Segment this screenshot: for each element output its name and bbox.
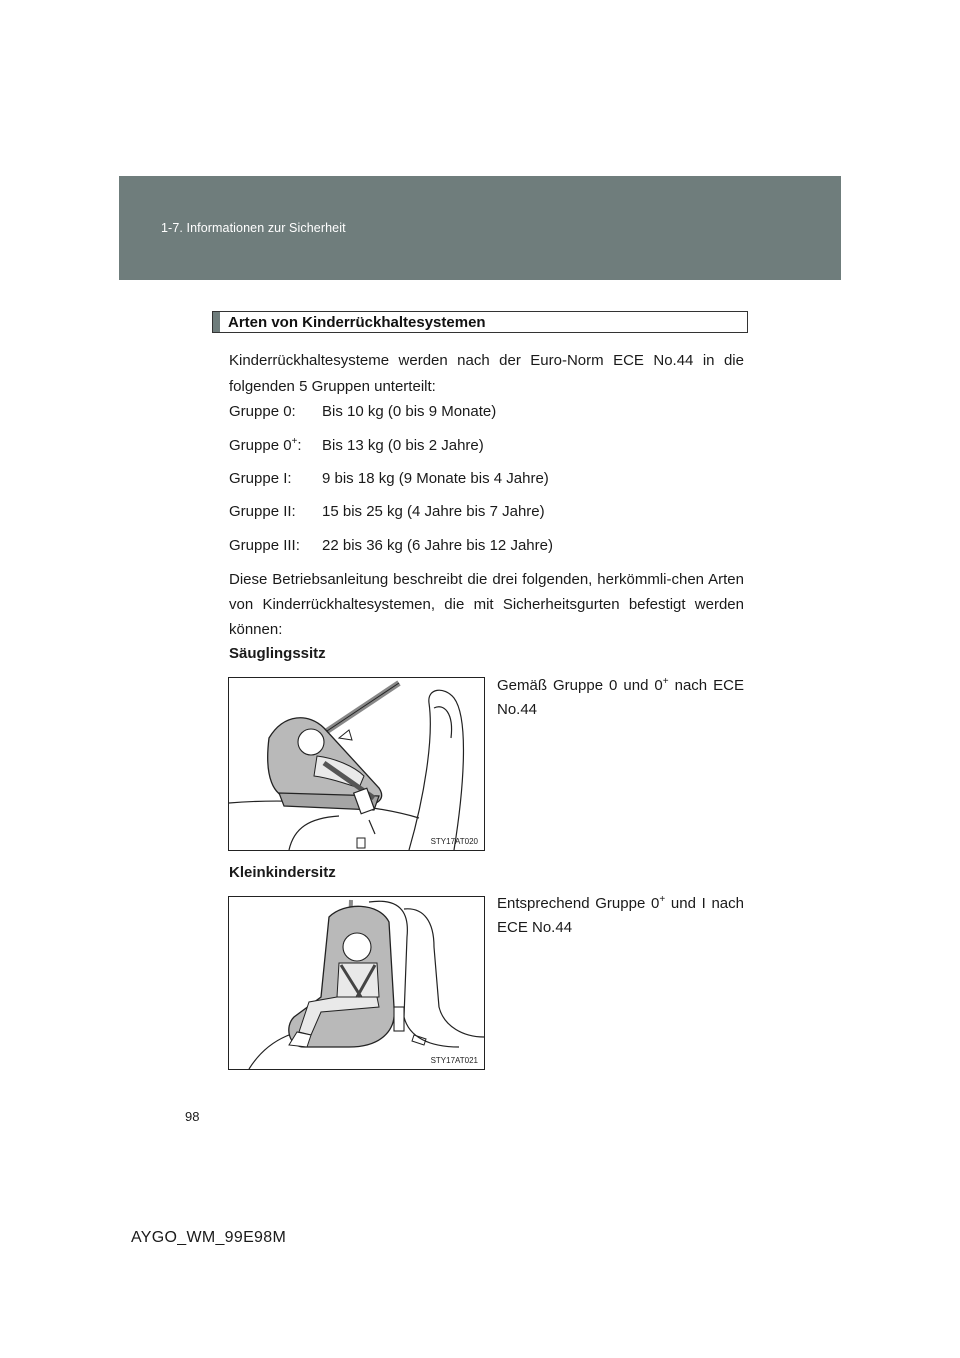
section-heading [212,311,748,333]
page-number: 98 [185,1109,200,1124]
group-description: Bis 10 kg (0 bis 9 Monate) [322,403,497,420]
section-breadcrumb: 1-7. Informationen zur Sicherheit [161,221,346,235]
group-description: 15 bis 25 kg (4 Jahre bis 7 Jahre) [322,503,545,520]
group-label: Gruppe III: [229,537,300,554]
group-label: Gruppe II: [229,503,296,520]
infant-seat-description: Gemäß Gruppe 0 und 0+ nach ECE No.44 [497,676,744,718]
figure-code: STY17AT021 [430,1056,478,1065]
group-label: Gruppe I: [229,470,292,487]
figure-code: STY17AT020 [430,837,478,846]
child-seat-illustration [229,897,484,1069]
subheading-child-seat: Kleinkindersitz [229,864,336,881]
heading-title: Arten von Kinderrückhaltesystemen [228,313,486,331]
subheading-infant-seat: Säuglingssitz [229,645,326,662]
group-description: 9 bis 18 kg (9 Monate bis 4 Jahre) [322,470,549,487]
child-seat-figure [228,896,485,1070]
group-label: Gruppe 0+: [229,436,302,454]
header-band [119,176,841,280]
description-paragraph: Diese Betriebsanleitung beschreibt die drei folgenden, herkömmli-chen Arten von Kinderrückhaltesystemen, die mit Sicherheitsgurten befestigt werden können: [229,571,744,638]
document-code: AYGO_WM_99E98M [131,1229,287,1246]
group-description: Bis 13 kg (0 bis 2 Jahre) [322,437,484,454]
intro-paragraph: Kinderrückhaltesysteme werden nach der Euro-Norm ECE No.44 in die folgenden 5 Gruppen unterteilt: [229,352,744,395]
child-seat-description: Entsprechend Gruppe 0+ und I nach ECE No.44 [497,894,744,936]
group-description: 22 bis 36 kg (6 Jahre bis 12 Jahre) [322,537,553,554]
group-label: Gruppe 0: [229,403,296,420]
infant-seat-figure [228,677,485,851]
infant-seat-illustration [229,678,484,850]
heading-accent-bar [213,312,220,332]
